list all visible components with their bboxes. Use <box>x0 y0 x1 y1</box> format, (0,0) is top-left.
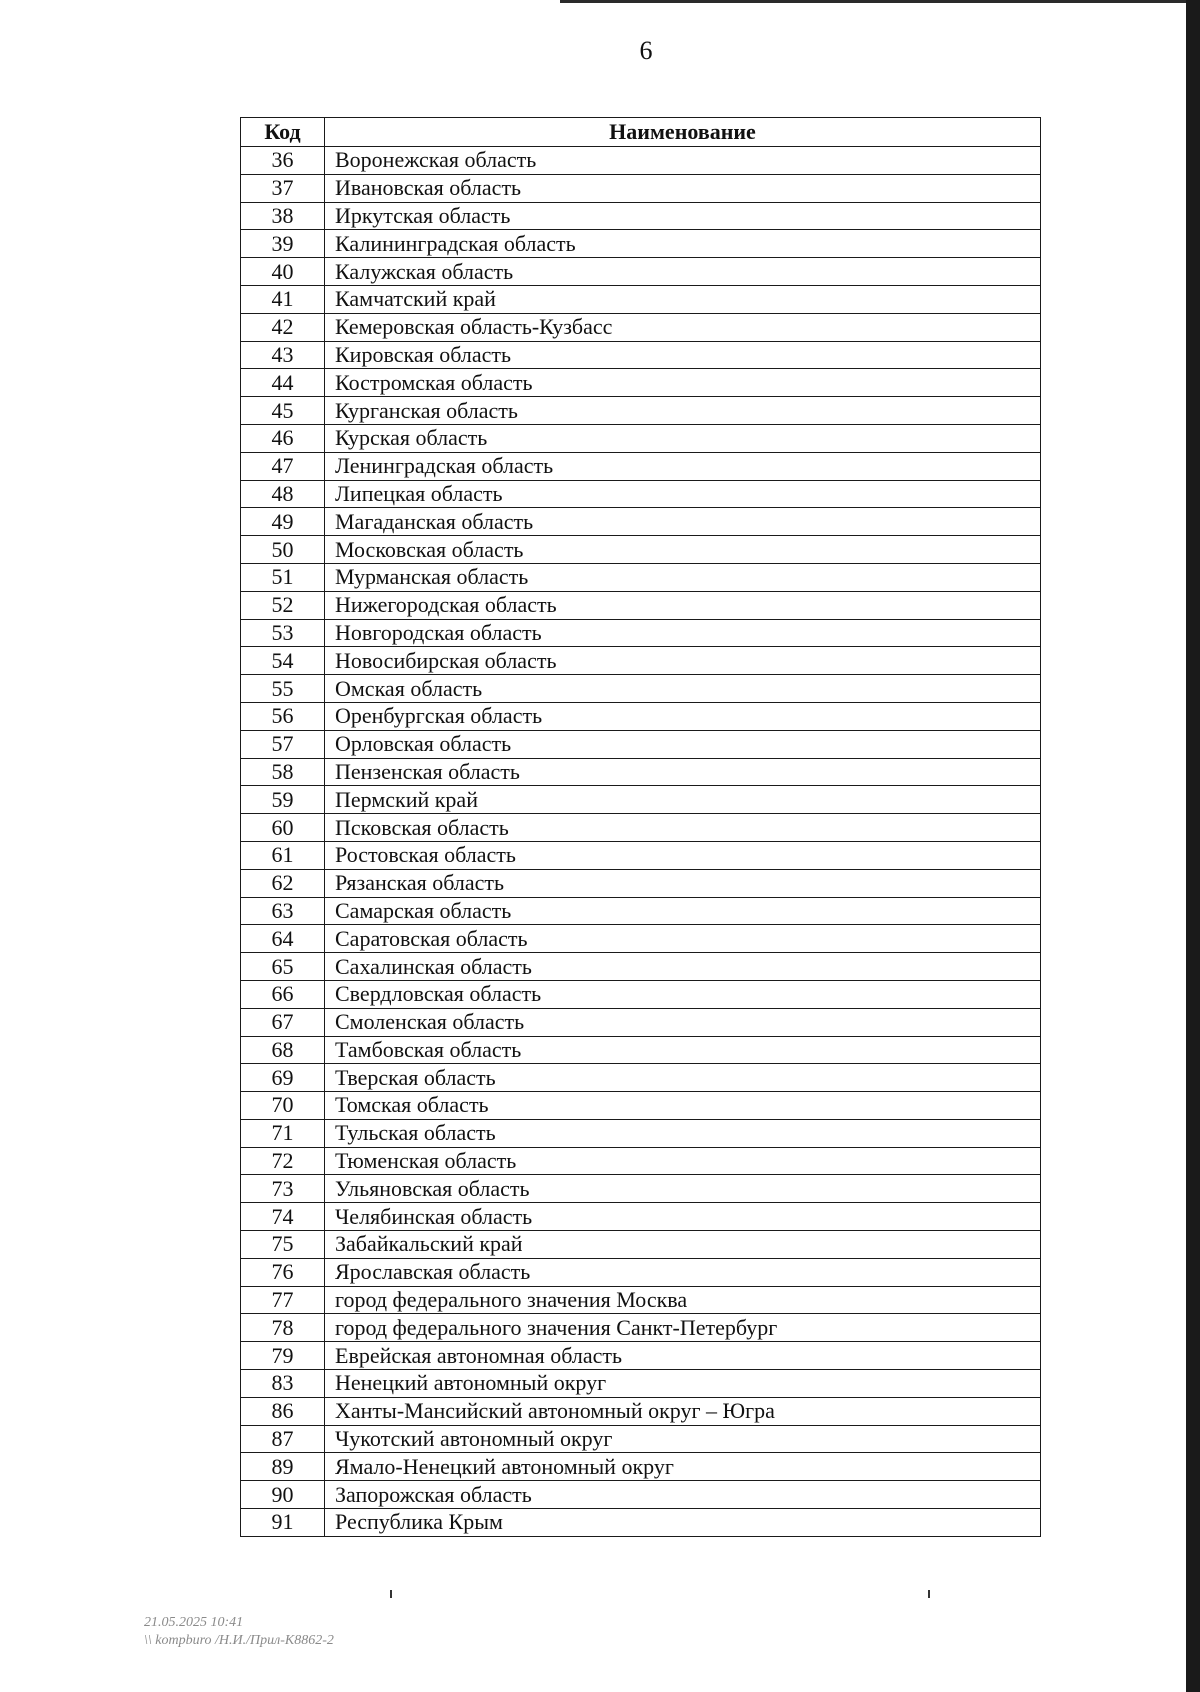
region-code-cell: 45 <box>241 397 325 425</box>
region-code-cell: 47 <box>241 452 325 480</box>
region-code-cell: 43 <box>241 341 325 369</box>
region-code-cell: 71 <box>241 1119 325 1147</box>
region-name-cell: Псковская область <box>325 814 1041 842</box>
region-name-cell: Курская область <box>325 424 1041 452</box>
region-name-cell: Ленинградская область <box>325 452 1041 480</box>
region-code-cell: 83 <box>241 1370 325 1398</box>
region-code-cell: 57 <box>241 730 325 758</box>
regions-table-container <box>240 117 1040 1537</box>
region-name-cell: Новосибирская область <box>325 647 1041 675</box>
table-row <box>241 313 1041 341</box>
region-name-cell: Ямало-Ненецкий автономный округ <box>325 1453 1041 1481</box>
region-name-cell: Ярославская область <box>325 1258 1041 1286</box>
region-name-cell: город федерального значения Санкт-Петербург <box>325 1314 1041 1342</box>
table-body <box>241 147 1041 1537</box>
region-name-cell: город федерального значения Москва <box>325 1286 1041 1314</box>
table-row <box>241 1481 1041 1509</box>
region-name-cell: Саратовская область <box>325 925 1041 953</box>
table-row <box>241 1370 1041 1398</box>
footer-file-path: \\ kompburo /Н.И./Прил-К8862-2 <box>144 1633 334 1648</box>
region-name-cell: Новгородская область <box>325 619 1041 647</box>
table-row <box>241 1008 1041 1036</box>
region-name-cell: Липецкая область <box>325 480 1041 508</box>
table-row <box>241 202 1041 230</box>
table-row <box>241 508 1041 536</box>
region-code-cell: 61 <box>241 841 325 869</box>
region-code-cell: 46 <box>241 424 325 452</box>
table-row <box>241 369 1041 397</box>
table-row <box>241 480 1041 508</box>
region-name-cell: Кемеровская область-Кузбасс <box>325 313 1041 341</box>
region-name-cell: Самарская область <box>325 897 1041 925</box>
region-code-cell: 90 <box>241 1481 325 1509</box>
region-name-cell: Тамбовская область <box>325 1036 1041 1064</box>
region-name-cell: Московская область <box>325 536 1041 564</box>
page-number: 6 <box>639 36 653 65</box>
footer-timestamp: 21.05.2025 10:41 <box>144 1615 244 1630</box>
region-name-cell: Тюменская область <box>325 1147 1041 1175</box>
region-name-cell: Республика Крым <box>325 1509 1041 1537</box>
table-row <box>241 647 1041 675</box>
region-name-cell: Свердловская область <box>325 980 1041 1008</box>
region-name-cell: Рязанская область <box>325 869 1041 897</box>
region-code-cell: 53 <box>241 619 325 647</box>
region-code-cell: 75 <box>241 1231 325 1259</box>
table-row <box>241 1092 1041 1120</box>
region-code-cell: 50 <box>241 536 325 564</box>
region-name-cell: Сахалинская область <box>325 953 1041 981</box>
table-row <box>241 1425 1041 1453</box>
region-code-cell: 74 <box>241 1203 325 1231</box>
region-name-cell: Тульская область <box>325 1119 1041 1147</box>
table-row <box>241 1453 1041 1481</box>
table-row <box>241 814 1041 842</box>
region-code-cell: 37 <box>241 174 325 202</box>
table-row <box>241 174 1041 202</box>
region-name-cell: Ивановская область <box>325 174 1041 202</box>
column-header-code: Код <box>241 118 325 147</box>
table-row <box>241 730 1041 758</box>
region-name-cell: Калужская область <box>325 258 1041 286</box>
region-code-cell: 79 <box>241 1342 325 1370</box>
region-name-cell: Камчатский край <box>325 285 1041 313</box>
region-name-cell: Кировская область <box>325 341 1041 369</box>
table-row <box>241 1286 1041 1314</box>
region-code-cell: 49 <box>241 508 325 536</box>
table-row <box>241 1231 1041 1259</box>
table-row <box>241 619 1041 647</box>
region-code-cell: 86 <box>241 1397 325 1425</box>
table-row <box>241 786 1041 814</box>
scan-tick-mark <box>390 1590 392 1598</box>
table-row <box>241 341 1041 369</box>
regions-table <box>240 117 1041 1537</box>
table-row <box>241 1119 1041 1147</box>
region-code-cell: 76 <box>241 1258 325 1286</box>
table-row <box>241 230 1041 258</box>
table-row <box>241 702 1041 730</box>
region-code-cell: 60 <box>241 814 325 842</box>
region-code-cell: 62 <box>241 869 325 897</box>
region-name-cell: Тверская область <box>325 1064 1041 1092</box>
table-row <box>241 953 1041 981</box>
scan-tick-mark <box>928 1590 930 1598</box>
table-row <box>241 1258 1041 1286</box>
region-name-cell: Оренбургская область <box>325 702 1041 730</box>
region-name-cell: Курганская область <box>325 397 1041 425</box>
region-code-cell: 56 <box>241 702 325 730</box>
region-name-cell: Ненецкий автономный округ <box>325 1370 1041 1398</box>
region-code-cell: 69 <box>241 1064 325 1092</box>
table-row <box>241 591 1041 619</box>
table-row <box>241 980 1041 1008</box>
region-name-cell: Нижегородская область <box>325 591 1041 619</box>
region-name-cell: Челябинская область <box>325 1203 1041 1231</box>
table-row <box>241 758 1041 786</box>
table-header-row <box>241 118 1041 147</box>
table-row <box>241 925 1041 953</box>
region-code-cell: 89 <box>241 1453 325 1481</box>
region-code-cell: 36 <box>241 147 325 175</box>
region-code-cell: 41 <box>241 285 325 313</box>
region-name-cell: Чукотский автономный округ <box>325 1425 1041 1453</box>
table-row <box>241 1064 1041 1092</box>
region-code-cell: 65 <box>241 953 325 981</box>
region-code-cell: 52 <box>241 591 325 619</box>
region-name-cell: Запорожская область <box>325 1481 1041 1509</box>
region-code-cell: 51 <box>241 563 325 591</box>
table-row <box>241 536 1041 564</box>
region-code-cell: 40 <box>241 258 325 286</box>
region-code-cell: 67 <box>241 1008 325 1036</box>
region-name-cell: Мурманская область <box>325 563 1041 591</box>
region-code-cell: 59 <box>241 786 325 814</box>
scan-edge-top <box>560 0 1200 3</box>
table-row <box>241 1509 1041 1537</box>
region-code-cell: 38 <box>241 202 325 230</box>
region-name-cell: Еврейская автономная область <box>325 1342 1041 1370</box>
region-name-cell: Омская область <box>325 675 1041 703</box>
table-row <box>241 424 1041 452</box>
scan-edge-right <box>1186 0 1200 1692</box>
table-row <box>241 869 1041 897</box>
region-code-cell: 42 <box>241 313 325 341</box>
region-code-cell: 48 <box>241 480 325 508</box>
table-row <box>241 258 1041 286</box>
table-row <box>241 1036 1041 1064</box>
region-code-cell: 73 <box>241 1175 325 1203</box>
region-code-cell: 39 <box>241 230 325 258</box>
table-row <box>241 1175 1041 1203</box>
table-row <box>241 147 1041 175</box>
column-header-name: Наименование <box>325 118 1041 147</box>
region-code-cell: 63 <box>241 897 325 925</box>
region-code-cell: 70 <box>241 1092 325 1120</box>
table-row <box>241 1342 1041 1370</box>
region-code-cell: 78 <box>241 1314 325 1342</box>
region-code-cell: 91 <box>241 1509 325 1537</box>
region-name-cell: Пензенская область <box>325 758 1041 786</box>
table-row <box>241 1397 1041 1425</box>
region-name-cell: Забайкальский край <box>325 1231 1041 1259</box>
region-name-cell: Орловская область <box>325 730 1041 758</box>
region-name-cell: Смоленская область <box>325 1008 1041 1036</box>
table-row <box>241 675 1041 703</box>
region-code-cell: 87 <box>241 1425 325 1453</box>
region-name-cell: Ульяновская область <box>325 1175 1041 1203</box>
region-name-cell: Иркутская область <box>325 202 1041 230</box>
table-row <box>241 897 1041 925</box>
region-name-cell: Калининградская область <box>325 230 1041 258</box>
region-name-cell: Костромская область <box>325 369 1041 397</box>
document-footer <box>144 1614 334 1650</box>
table-row <box>241 285 1041 313</box>
region-code-cell: 68 <box>241 1036 325 1064</box>
table-row <box>241 397 1041 425</box>
region-code-cell: 64 <box>241 925 325 953</box>
region-code-cell: 54 <box>241 647 325 675</box>
region-name-cell: Томская область <box>325 1092 1041 1120</box>
region-code-cell: 72 <box>241 1147 325 1175</box>
table-row <box>241 1147 1041 1175</box>
region-name-cell: Пермский край <box>325 786 1041 814</box>
table-row <box>241 563 1041 591</box>
region-name-cell: Воронежская область <box>325 147 1041 175</box>
region-name-cell: Магаданская область <box>325 508 1041 536</box>
table-row <box>241 1314 1041 1342</box>
region-code-cell: 44 <box>241 369 325 397</box>
region-code-cell: 77 <box>241 1286 325 1314</box>
region-code-cell: 66 <box>241 980 325 1008</box>
table-row <box>241 1203 1041 1231</box>
region-name-cell: Ханты-Мансийский автономный округ – Югра <box>325 1397 1041 1425</box>
region-code-cell: 58 <box>241 758 325 786</box>
region-code-cell: 55 <box>241 675 325 703</box>
table-row <box>241 841 1041 869</box>
table-row <box>241 452 1041 480</box>
region-name-cell: Ростовская область <box>325 841 1041 869</box>
